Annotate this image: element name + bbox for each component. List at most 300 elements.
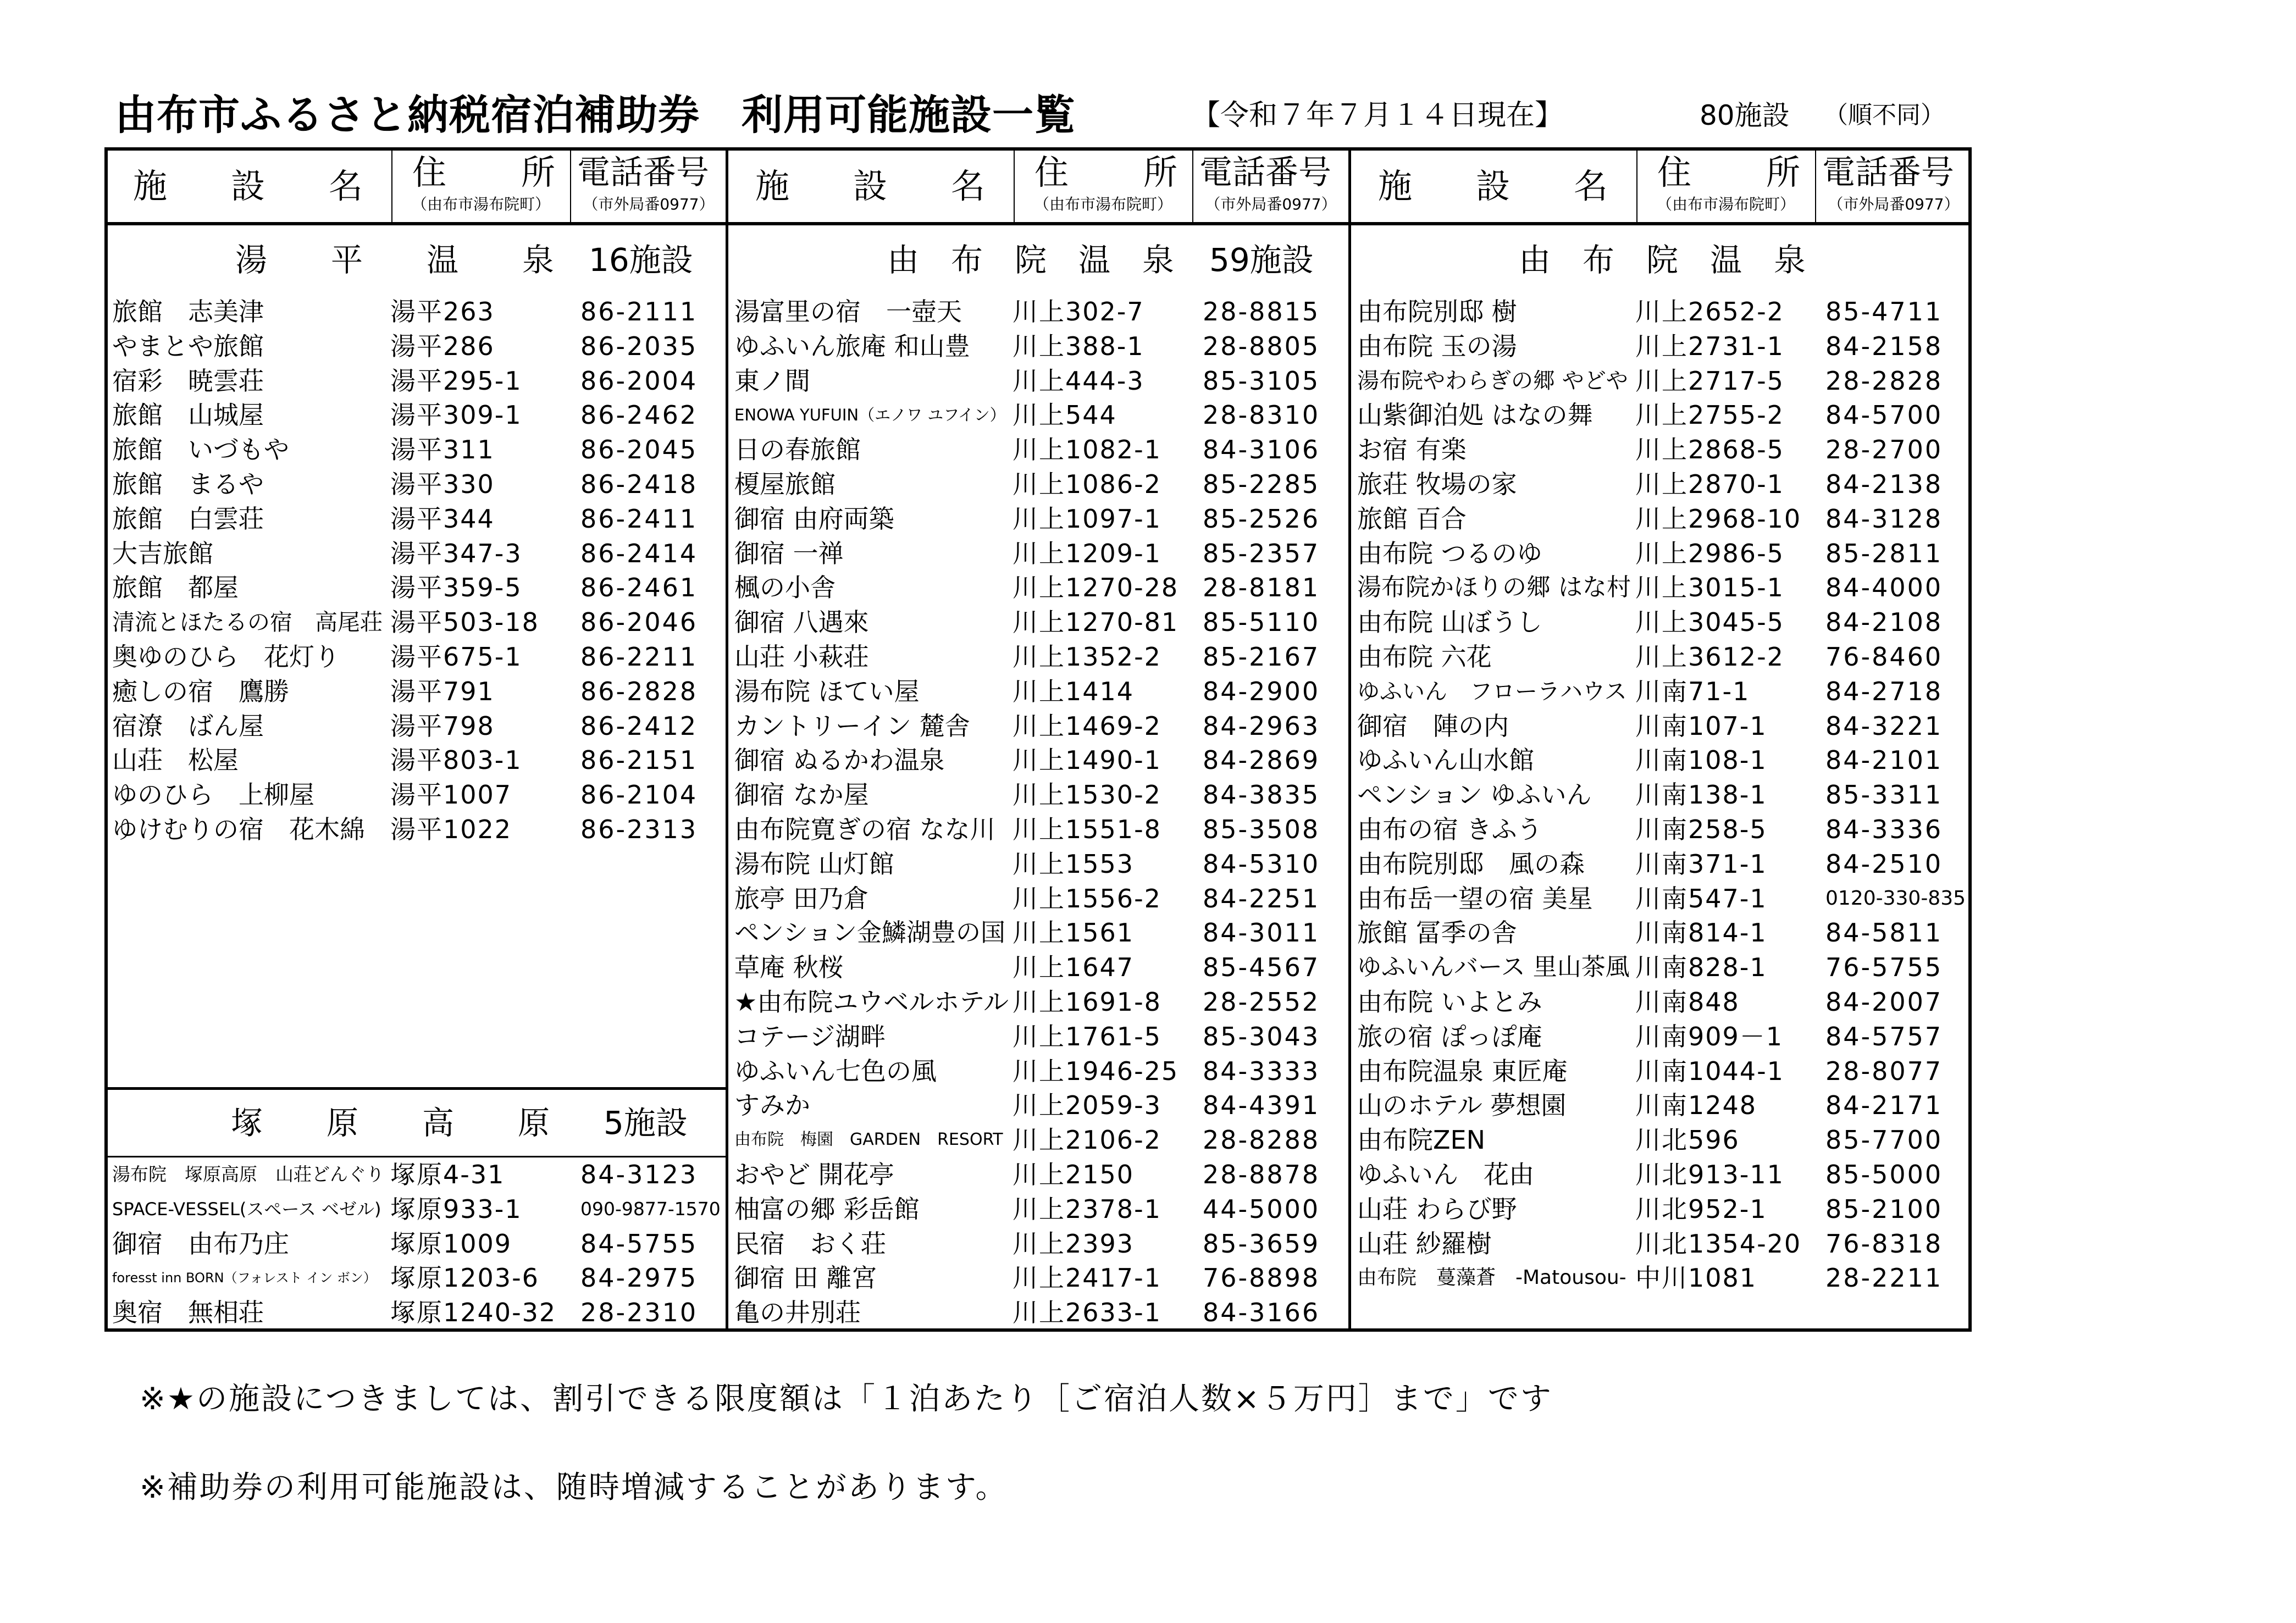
- facility-address: 塚原4-31: [390, 1160, 505, 1189]
- facility-row: [1349, 1227, 1972, 1261]
- facility-row: [727, 433, 1349, 467]
- facility-address: 川南814-1: [1635, 918, 1767, 948]
- facility-name: 奥ゆのひら 花灯り: [112, 641, 340, 672]
- facility-name: カントリーイン 麓舎: [734, 711, 970, 741]
- header-address: 住 所: [1657, 152, 1803, 192]
- header-divider: [1192, 147, 1193, 224]
- table-header: [104, 147, 727, 224]
- facility-phone: 84-2251: [1203, 883, 1320, 913]
- header-phone: 電話番号: [1822, 153, 1954, 192]
- header-divider: [1815, 147, 1816, 224]
- facility-phone: 86-2004: [580, 365, 698, 396]
- facility-phone: 84-2900: [1203, 676, 1320, 706]
- facility-address: 川上2106-2: [1013, 1125, 1161, 1155]
- facility-address: 川南107-1: [1635, 711, 1767, 741]
- facility-phone: 84-3221: [1825, 711, 1943, 741]
- facility-row: [727, 364, 1349, 398]
- facility-phone: 86-2411: [580, 503, 698, 534]
- facility-total: 80施設: [1700, 99, 1790, 131]
- facility-phone: 84-3336: [1825, 814, 1943, 844]
- section-header: [1349, 225, 1972, 295]
- header-divider: [1636, 147, 1637, 224]
- facility-name: 旅の宿 ぽっぽ庵: [1357, 1021, 1542, 1051]
- facility-name: 御宿 由府両築: [734, 503, 894, 534]
- facility-name: 御宿 なか屋: [734, 780, 869, 810]
- facility-row: [1349, 536, 1972, 571]
- facility-row: [727, 778, 1349, 812]
- section-count: 59施設: [1209, 241, 1314, 279]
- facility-name: 榎屋旅館: [734, 469, 836, 499]
- facility-name: 旅館 都屋: [112, 573, 239, 603]
- facility-name: ゆふいん七色の風: [734, 1056, 937, 1086]
- facility-row: [727, 1157, 1349, 1192]
- facility-address: 湯平295-1: [390, 365, 522, 396]
- facility-address: 川上544: [1013, 400, 1117, 430]
- facility-address: 川上1530-2: [1013, 780, 1161, 810]
- facility-phone: 76-8460: [1825, 641, 1943, 672]
- facility-phone: 85-2526: [1203, 503, 1320, 534]
- facility-name: 旅亭 田乃倉: [734, 883, 869, 913]
- facility-row: [104, 467, 727, 502]
- facility-name: 御宿 一禅: [734, 538, 844, 568]
- facility-phone: 84-4000: [1825, 573, 1943, 603]
- facility-row: [1349, 1088, 1972, 1123]
- header-address: 住 所: [1034, 152, 1180, 192]
- facility-phone: 76-5755: [1825, 952, 1943, 983]
- header-address-note: （由布市湯布院町）: [411, 195, 550, 213]
- facility-row: [104, 605, 727, 640]
- facility-address: 川北1354-20: [1635, 1228, 1802, 1259]
- header-phone-note: （市外局番0977）: [1828, 195, 1960, 213]
- facility-phone: 28-2828: [1825, 365, 1943, 396]
- facility-address: 湯平330: [390, 469, 495, 499]
- facility-row: [104, 1157, 727, 1192]
- facility-phone: 86-2414: [580, 538, 698, 568]
- facility-address: 川上2059-3: [1013, 1090, 1161, 1121]
- facility-phone: 84-5811: [1825, 918, 1943, 948]
- section-header: [727, 225, 1349, 295]
- facility-phone: 84-2007: [1825, 987, 1943, 1017]
- facility-phone: 28-2211: [1825, 1263, 1943, 1293]
- facility-name: 山のホテル 夢想園: [1357, 1090, 1567, 1121]
- section-header: [104, 225, 727, 295]
- facility-row: [1349, 398, 1972, 433]
- facility-name: 旅荘 牧場の家: [1357, 469, 1517, 499]
- facility-address: 川北913-11: [1635, 1159, 1784, 1189]
- facility-address: 湯平1022: [390, 814, 512, 844]
- facility-address: 川上1097-1: [1013, 503, 1161, 534]
- facility-address: 湯平309-1: [390, 400, 522, 430]
- facility-name: 湯布院 山灯館: [734, 849, 894, 879]
- facility-address: 塚原1240-32: [390, 1298, 557, 1328]
- facility-row: [1349, 570, 1972, 605]
- header-phone: 電話番号: [1199, 153, 1331, 192]
- section-yunohira: [104, 225, 727, 847]
- header-facility-name: 施 設 名: [1378, 166, 1623, 206]
- facility-address: 湯平803-1: [390, 745, 522, 776]
- facility-name: コテージ湖畔: [734, 1021, 886, 1051]
- facility-list: [104, 1157, 727, 1330]
- section-label: 由 布 院 温 泉: [1519, 241, 1806, 279]
- facility-phone: 28-8815: [1203, 297, 1320, 326]
- section-tsukahara: [104, 1087, 727, 1330]
- facility-name: 湯富里の宿 一壺天: [734, 297, 962, 326]
- facility-phone: 84-3333: [1203, 1056, 1320, 1086]
- section-count: 5施設: [604, 1104, 688, 1142]
- facility-row: [727, 812, 1349, 847]
- header-facility-name: 施 設 名: [755, 166, 1000, 206]
- facility-name: 奥宿 無相荘: [112, 1298, 264, 1328]
- facility-phone: 84-3106: [1203, 435, 1320, 465]
- facility-name: ゆのひら 上柳屋: [112, 780, 314, 810]
- facility-name: ゆふいん山水館: [1357, 745, 1534, 776]
- facility-row: [1349, 640, 1972, 674]
- facility-row: [727, 1261, 1349, 1295]
- facility-list: [1349, 295, 1972, 1295]
- facility-address: 川上2986-5: [1635, 538, 1784, 568]
- facility-name: 柚富の郷 彩岳館: [734, 1194, 920, 1224]
- facility-row: [104, 1227, 727, 1261]
- facility-row: [1349, 1123, 1972, 1157]
- facility-address: 川上388-1: [1013, 331, 1144, 361]
- header-facility-name: 施 設 名: [133, 166, 378, 206]
- facility-row: [104, 640, 727, 674]
- facility-row: [1349, 1054, 1972, 1089]
- facility-row: [104, 1261, 727, 1295]
- facility-address: 川上2968-10: [1635, 503, 1802, 534]
- facility-address: 川上302-7: [1013, 297, 1144, 326]
- facility-name: 楓の小舎: [734, 573, 836, 603]
- facility-phone: 86-2104: [580, 780, 698, 810]
- facility-address: 川上2417-1: [1013, 1263, 1161, 1293]
- facility-phone: 85-2811: [1825, 538, 1943, 568]
- section-label: 由 布 院 温 泉: [887, 241, 1175, 279]
- facility-row: [104, 674, 727, 709]
- facility-name: 湯布院 塚原高原 山荘どんぐり: [112, 1164, 384, 1185]
- facility-name: 草庵 秋桜: [734, 952, 844, 983]
- facility-name: 宿潦 ばん屋: [112, 711, 264, 741]
- facility-address: 川上2731-1: [1635, 331, 1784, 361]
- facility-row: [104, 295, 727, 329]
- facility-name: 由布院 つるのゆ: [1357, 538, 1542, 568]
- facility-name: 御宿 ぬるかわ温泉: [734, 745, 945, 776]
- header-address-note: （由布市湯布院町）: [1033, 195, 1172, 213]
- facility-phone: 84-5755: [580, 1228, 698, 1259]
- facility-name: 由布院寛ぎの宿 なな川: [734, 814, 995, 844]
- facility-phone: 86-2035: [580, 331, 698, 361]
- facility-phone: 84-5700: [1825, 400, 1943, 430]
- facility-address: 川上1490-1: [1013, 745, 1161, 776]
- facility-row: [104, 502, 727, 536]
- facility-address: 川上1209-1: [1013, 538, 1161, 568]
- facility-row: [727, 1020, 1349, 1054]
- facility-row: [1349, 1157, 1972, 1192]
- facility-row: [1349, 467, 1972, 502]
- facility-name: 由布院別邸 樹: [1357, 297, 1517, 326]
- facility-row: [1349, 743, 1972, 778]
- facility-row: [1349, 433, 1972, 467]
- facility-name: 由布院 いよとみ: [1357, 987, 1542, 1017]
- facility-phone: 85-3105: [1203, 365, 1320, 396]
- facility-phone: 28-2552: [1203, 987, 1320, 1017]
- facility-row: [727, 570, 1349, 605]
- facility-address: 川南138-1: [1635, 780, 1767, 810]
- facility-name: ENOWA YUFUIN（エノワ ユフイン）: [734, 406, 1006, 425]
- facility-address: 湯平263: [390, 297, 495, 326]
- facility-address: 川上1086-2: [1013, 469, 1161, 499]
- facility-row: [104, 433, 727, 467]
- facility-phone: 85-4711: [1825, 297, 1943, 326]
- facility-list: [727, 295, 1349, 1330]
- facility-phone: 86-2418: [580, 469, 698, 499]
- facility-phone: 84-2158: [1825, 331, 1943, 361]
- facility-address: 川上2393: [1013, 1228, 1135, 1259]
- facility-phone: 28-8310: [1203, 400, 1320, 430]
- facility-name: 亀の井別荘: [734, 1298, 861, 1328]
- facility-address: 湯平347-3: [390, 538, 522, 568]
- facility-row: [727, 1295, 1349, 1330]
- facility-row: [1349, 709, 1972, 744]
- facility-row: [1349, 882, 1972, 916]
- facility-address: 川上1469-2: [1013, 711, 1161, 741]
- facility-phone: 86-2045: [580, 435, 698, 465]
- facility-address: 川北952-1: [1635, 1194, 1767, 1224]
- facility-phone: 84-3835: [1203, 780, 1320, 810]
- facility-phone: 86-2111: [580, 297, 698, 326]
- header-divider: [1014, 147, 1015, 224]
- facility-phone: 84-5310: [1203, 849, 1320, 879]
- column-divider: [726, 147, 728, 1332]
- facility-phone: 85-5110: [1203, 607, 1320, 638]
- facility-address: 川上1082-1: [1013, 435, 1161, 465]
- facility-row: [1349, 916, 1972, 950]
- column-divider: [1348, 147, 1351, 1332]
- facility-row: [1349, 364, 1972, 398]
- facility-name: ゆふいん フローラハウス: [1357, 678, 1627, 705]
- facility-address: 川南1044-1: [1635, 1056, 1784, 1086]
- facility-address: 湯平503-18: [390, 607, 539, 638]
- facility-address: 川上2633-1: [1013, 1298, 1161, 1328]
- facility-address: 川上1551-8: [1013, 814, 1161, 844]
- facility-address: 川南547-1: [1635, 883, 1767, 913]
- facility-phone: 85-3659: [1203, 1228, 1320, 1259]
- facility-address: 川北596: [1635, 1125, 1740, 1155]
- facility-row: [727, 1192, 1349, 1227]
- section-label: 湯 平 温 泉: [235, 241, 555, 279]
- facility-row: [727, 847, 1349, 882]
- facility-phone: 84-2510: [1825, 849, 1943, 879]
- facility-phone: 86-2046: [580, 607, 698, 638]
- facility-address: 川南258-5: [1635, 814, 1767, 844]
- facility-row: [727, 467, 1349, 502]
- facility-address: 川上3045-5: [1635, 607, 1784, 638]
- facility-row: [104, 570, 727, 605]
- facility-phone: 28-2700: [1825, 435, 1943, 465]
- facility-phone: 84-5757: [1825, 1021, 1943, 1051]
- facility-row: [1349, 812, 1972, 847]
- facility-address: 川上3612-2: [1635, 641, 1784, 672]
- section-header: [104, 1090, 727, 1157]
- facility-row: [104, 1295, 727, 1330]
- facility-address: 湯平311: [390, 435, 495, 465]
- facility-address: 川上1561: [1013, 918, 1135, 948]
- facility-name: 東ノ間: [734, 365, 810, 396]
- facility-phone: 84-2963: [1203, 711, 1320, 741]
- facility-name: 山荘 松屋: [112, 745, 239, 776]
- facility-phone: 84-3166: [1203, 1298, 1320, 1328]
- facility-list: [104, 295, 727, 847]
- facility-address: 塚原933-1: [390, 1194, 522, 1224]
- facility-phone: 85-3508: [1203, 814, 1320, 844]
- facility-name: 山荘 小萩荘: [734, 641, 869, 672]
- facility-name: 癒しの宿 鷹勝: [112, 676, 289, 706]
- table-column-2: [727, 147, 1349, 1332]
- facility-address: 川南71-1: [1635, 676, 1750, 706]
- facility-address: 川上1270-81: [1013, 607, 1179, 638]
- facility-address: 川上1946-25: [1013, 1056, 1179, 1086]
- facility-row: [104, 364, 727, 398]
- facility-name: お宿 有楽: [1357, 435, 1467, 465]
- facility-name: 民宿 おく荘: [734, 1228, 886, 1259]
- facility-address: 湯平359-5: [390, 573, 522, 603]
- facility-row: [1349, 605, 1972, 640]
- facility-name: ゆけむりの宿 花木綿: [112, 814, 365, 844]
- facility-phone: 28-8878: [1203, 1159, 1320, 1189]
- facility-row: [727, 1123, 1349, 1157]
- header-divider: [570, 147, 571, 224]
- facility-phone: 28-2310: [580, 1298, 698, 1328]
- facility-address: 塚原1203-6: [390, 1263, 539, 1293]
- facility-name: 宿彩 暁雲荘: [112, 365, 264, 396]
- facility-row: [727, 1227, 1349, 1261]
- facility-row: [727, 950, 1349, 985]
- facility-name: 由布院 梅園 GARDEN RESORT: [734, 1130, 1003, 1150]
- facility-name: 湯布院やわらぎの郷 やどや: [1357, 368, 1628, 394]
- facility-row: [104, 1192, 727, 1227]
- facility-address: 湯平791: [390, 676, 495, 706]
- facility-name: 御宿 八遇來: [734, 607, 869, 638]
- facility-phone: 85-2285: [1203, 469, 1320, 499]
- facility-address: 川南371-1: [1635, 849, 1767, 879]
- facility-row: [1349, 329, 1972, 364]
- facility-name: ★由布院ユウベルホテル: [734, 987, 1009, 1017]
- facility-phone: 85-4567: [1203, 952, 1320, 983]
- order-note: （順不同）: [1824, 101, 1945, 129]
- facility-address: 川上1556-2: [1013, 883, 1161, 913]
- facility-address: 塚原1009: [390, 1228, 512, 1259]
- facility-phone: 84-2101: [1825, 745, 1943, 776]
- facility-name: 旅館 白雲荘: [112, 503, 264, 534]
- facility-phone: 84-3128: [1825, 503, 1943, 534]
- facility-row: [727, 605, 1349, 640]
- facility-address: 川上1270-28: [1013, 573, 1179, 603]
- facility-name: 由布院 蔓藻蒼 -Matousou-: [1357, 1266, 1626, 1289]
- facility-name: 旅館 百合: [1357, 503, 1467, 534]
- facility-name: ゆふいん 花由: [1357, 1159, 1534, 1189]
- facility-row: [1349, 1261, 1972, 1295]
- facility-address: 川上3015-1: [1635, 573, 1784, 603]
- facility-phone: 86-2211: [580, 641, 698, 672]
- facility-name: 由布院 玉の湯: [1357, 331, 1517, 361]
- facility-address: 川上2755-2: [1635, 400, 1784, 430]
- facility-address: 湯平1007: [390, 780, 512, 810]
- facility-name: 旅館 いづもや: [112, 435, 289, 465]
- facility-address: 中川1081: [1635, 1263, 1757, 1293]
- facility-row: [104, 329, 727, 364]
- facility-address: 川上1691-8: [1013, 987, 1161, 1017]
- facility-row: [1349, 778, 1972, 812]
- facility-name: 旅館 志美津: [112, 297, 264, 326]
- facility-address: 湯平675-1: [390, 641, 522, 672]
- facility-row: [727, 640, 1349, 674]
- facility-name: 由布の宿 きふう: [1357, 814, 1542, 844]
- facility-address: 湯平344: [390, 503, 495, 534]
- facility-name: foresst inn BORN（フォレスト イン ボン）: [112, 1270, 377, 1286]
- footnote-discount-limit: ※★の施設につきましては、割引できる限度額は「１泊あたり［ご宿泊人数×５万円］まで」です: [140, 1381, 1553, 1417]
- facility-name: 大吉旅館: [112, 538, 213, 568]
- facility-phone: 85-7700: [1825, 1125, 1943, 1155]
- facility-row: [1349, 1020, 1972, 1054]
- facility-name: 旅館 まるや: [112, 469, 264, 499]
- facility-name: 山荘 紗羅樹: [1357, 1228, 1492, 1259]
- facility-phone: 86-2412: [580, 711, 698, 741]
- table-column-3: [1349, 147, 1972, 1332]
- facility-row: [727, 674, 1349, 709]
- facility-phone: 85-3311: [1825, 780, 1943, 810]
- section-yufuin-continued: [1349, 225, 1972, 1295]
- facility-address: 川上2717-5: [1635, 365, 1784, 396]
- as-of-date: 【令和７年７月１４日現在】: [1192, 99, 1564, 132]
- facility-phone: 86-2151: [580, 745, 698, 776]
- document-title: 由布市ふるさと納税宿泊補助券 利用可能施設一覧: [115, 91, 1076, 139]
- facility-phone: 86-2461: [580, 573, 698, 603]
- facility-phone: 28-8288: [1203, 1125, 1320, 1155]
- header-address: 住 所: [412, 152, 558, 192]
- facility-phone: 0120-330-835: [1825, 887, 1966, 910]
- facility-row: [104, 536, 727, 571]
- facility-phone: 84-2718: [1825, 676, 1943, 706]
- facility-name: 山荘 わらび野: [1357, 1194, 1517, 1224]
- facility-name: 由布院ZEN: [1357, 1125, 1485, 1155]
- facility-row: [1349, 674, 1972, 709]
- facility-address: 川上1414: [1013, 676, 1135, 706]
- facility-name: 由布院 山ぼうし: [1357, 607, 1542, 638]
- facility-name: やまとや旅館: [112, 331, 264, 361]
- facility-phone: 84-2869: [1203, 745, 1320, 776]
- facility-name: 由布岳一望の宿 美星: [1357, 883, 1593, 913]
- facility-address: 川上1553: [1013, 849, 1135, 879]
- facility-name: 御宿 由布乃庄: [112, 1228, 289, 1259]
- facility-row: [1349, 295, 1972, 329]
- facility-name: 旅館 山城屋: [112, 400, 264, 430]
- facility-phone: 84-2108: [1825, 607, 1943, 638]
- table-column-1: [104, 147, 727, 1332]
- header-divider: [391, 147, 392, 224]
- facility-phone: 28-8805: [1203, 331, 1320, 361]
- table-header: [727, 147, 1349, 224]
- section-yufuin: [727, 225, 1349, 1330]
- facility-name: すみか: [734, 1090, 810, 1121]
- facility-name: 旅館 冨季の舎: [1357, 918, 1517, 948]
- section-count: 16施設: [589, 241, 693, 279]
- facility-address: 川上2868-5: [1635, 435, 1784, 465]
- facility-address: 湯平286: [390, 331, 495, 361]
- facility-phone: 84-3123: [580, 1160, 698, 1189]
- header-phone-note: （市外局番0977）: [583, 195, 715, 213]
- facility-address: 川上2652-2: [1635, 297, 1784, 326]
- facility-phone: 28-8077: [1825, 1056, 1943, 1086]
- facility-row: [1349, 1192, 1972, 1227]
